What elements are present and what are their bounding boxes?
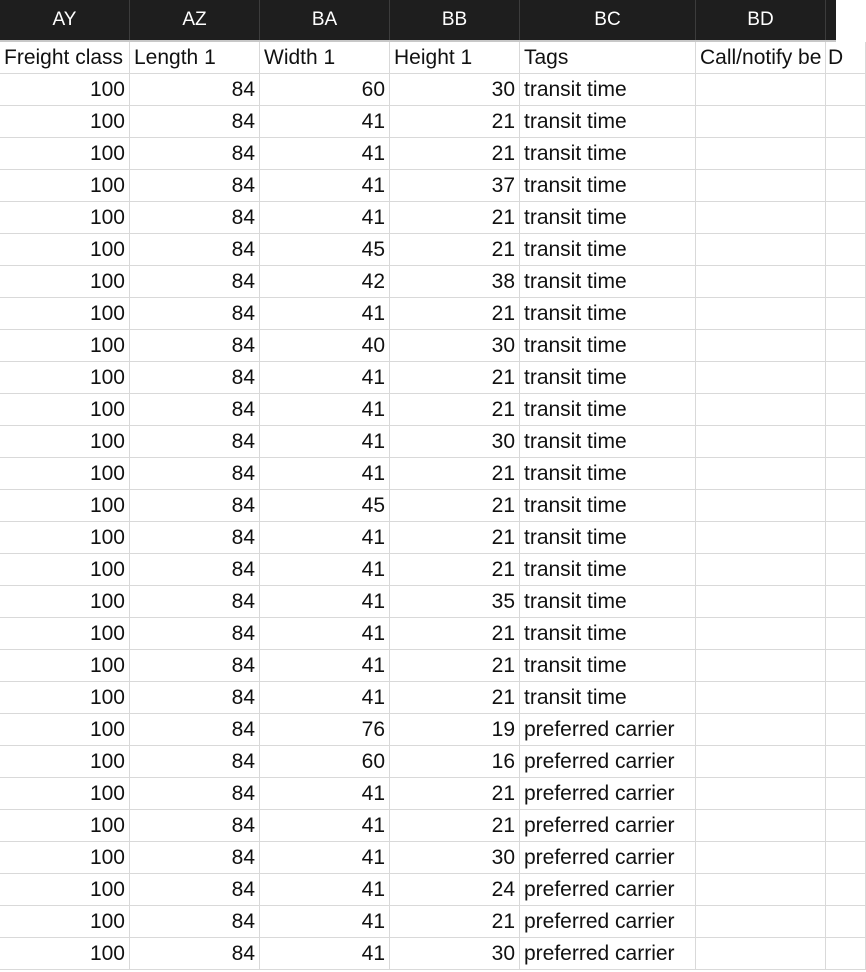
column-header-bar xyxy=(0,0,836,40)
cell-call-notify[interactable] xyxy=(696,362,826,394)
cell-length[interactable]: 84 xyxy=(130,874,260,906)
column-header-be[interactable] xyxy=(826,0,836,40)
cell-next-column[interactable] xyxy=(826,106,866,138)
cell-call-notify[interactable] xyxy=(696,298,826,330)
cell-header-width[interactable]: Width 1 xyxy=(260,42,390,74)
cell-next-column[interactable] xyxy=(826,202,866,234)
cell-length[interactable]: 84 xyxy=(130,106,260,138)
cell-length[interactable]: 84 xyxy=(130,554,260,586)
cell-length[interactable]: 84 xyxy=(130,714,260,746)
cell-width[interactable]: 60 xyxy=(260,746,390,778)
cell-width[interactable]: 42 xyxy=(260,266,390,298)
cell-call-notify[interactable] xyxy=(696,874,826,906)
cell-height[interactable]: 30 xyxy=(390,426,520,458)
cell-height[interactable]: 30 xyxy=(390,938,520,970)
cell-height[interactable]: 21 xyxy=(390,618,520,650)
cell-height[interactable]: 21 xyxy=(390,490,520,522)
cell-height[interactable]: 21 xyxy=(390,106,520,138)
cell-freight-class[interactable]: 100 xyxy=(0,778,130,810)
cell-height[interactable]: 37 xyxy=(390,170,520,202)
cell-height[interactable]: 30 xyxy=(390,74,520,106)
cell-length[interactable]: 84 xyxy=(130,266,260,298)
column-header-bd[interactable]: BD xyxy=(696,0,826,40)
cell-width[interactable]: 41 xyxy=(260,778,390,810)
table-row xyxy=(0,618,836,650)
cell-freight-class[interactable]: 100 xyxy=(0,330,130,362)
cell-tags[interactable]: preferred carrier xyxy=(520,810,696,842)
cell-freight-class[interactable]: 100 xyxy=(0,490,130,522)
table-row xyxy=(0,394,836,426)
cell-freight-class[interactable]: 100 xyxy=(0,938,130,970)
cell-call-notify[interactable] xyxy=(696,202,826,234)
cell-height[interactable]: 21 xyxy=(390,138,520,170)
cell-freight-class[interactable]: 100 xyxy=(0,810,130,842)
table-row xyxy=(0,266,836,298)
cell-freight-class[interactable]: 100 xyxy=(0,842,130,874)
cell-next-column[interactable] xyxy=(826,682,866,714)
cell-tags[interactable]: transit time xyxy=(520,266,696,298)
cell-next-column[interactable] xyxy=(826,362,866,394)
cell-tags[interactable]: preferred carrier xyxy=(520,938,696,970)
cell-freight-class[interactable]: 100 xyxy=(0,618,130,650)
column-header-az[interactable]: AZ xyxy=(130,0,260,40)
cell-tags[interactable]: transit time xyxy=(520,106,696,138)
cell-length[interactable]: 84 xyxy=(130,746,260,778)
cell-call-notify[interactable] xyxy=(696,234,826,266)
cell-height[interactable]: 21 xyxy=(390,202,520,234)
cell-tags[interactable]: transit time xyxy=(520,522,696,554)
cell-length[interactable]: 84 xyxy=(130,522,260,554)
cell-length[interactable]: 84 xyxy=(130,810,260,842)
cell-next-column[interactable] xyxy=(826,234,866,266)
cell-freight-class[interactable]: 100 xyxy=(0,202,130,234)
cell-call-notify[interactable] xyxy=(696,938,826,970)
cell-tags[interactable]: transit time xyxy=(520,682,696,714)
cell-next-column[interactable] xyxy=(826,650,866,682)
cell-tags[interactable]: transit time xyxy=(520,554,696,586)
table-row xyxy=(0,586,836,618)
cell-tags[interactable]: preferred carrier xyxy=(520,746,696,778)
cell-tags[interactable]: preferred carrier xyxy=(520,842,696,874)
cell-freight-class[interactable]: 100 xyxy=(0,650,130,682)
cell-tags[interactable]: transit time xyxy=(520,298,696,330)
cell-height[interactable]: 21 xyxy=(390,362,520,394)
cell-tags[interactable]: transit time xyxy=(520,234,696,266)
cell-call-notify[interactable] xyxy=(696,138,826,170)
cell-call-notify[interactable] xyxy=(696,554,826,586)
cell-freight-class[interactable]: 100 xyxy=(0,394,130,426)
table-row xyxy=(0,810,836,842)
cell-height[interactable]: 21 xyxy=(390,682,520,714)
cell-width[interactable]: 76 xyxy=(260,714,390,746)
table-row xyxy=(0,170,836,202)
cell-length[interactable]: 84 xyxy=(130,650,260,682)
cell-height[interactable]: 21 xyxy=(390,554,520,586)
cell-width[interactable]: 41 xyxy=(260,650,390,682)
table-row xyxy=(0,426,836,458)
cell-tags[interactable]: transit time xyxy=(520,394,696,426)
cell-call-notify[interactable] xyxy=(696,650,826,682)
cell-tags[interactable]: transit time xyxy=(520,426,696,458)
cell-call-notify[interactable] xyxy=(696,586,826,618)
cell-width[interactable]: 41 xyxy=(260,202,390,234)
cell-length[interactable]: 84 xyxy=(130,138,260,170)
cell-height[interactable]: 21 xyxy=(390,650,520,682)
cell-call-notify[interactable] xyxy=(696,458,826,490)
table-row xyxy=(0,842,836,874)
cell-height[interactable]: 21 xyxy=(390,522,520,554)
cell-tags[interactable]: transit time xyxy=(520,458,696,490)
cell-length[interactable]: 84 xyxy=(130,458,260,490)
table-row xyxy=(0,746,836,778)
cell-tags[interactable]: transit time xyxy=(520,74,696,106)
cell-height[interactable]: 21 xyxy=(390,298,520,330)
cell-height[interactable]: 24 xyxy=(390,874,520,906)
cell-length[interactable]: 84 xyxy=(130,298,260,330)
cell-tags[interactable]: preferred carrier xyxy=(520,778,696,810)
cell-freight-class[interactable]: 100 xyxy=(0,362,130,394)
cell-length[interactable]: 84 xyxy=(130,74,260,106)
cell-freight-class[interactable]: 100 xyxy=(0,74,130,106)
cell-next-column[interactable] xyxy=(826,138,866,170)
cell-freight-class[interactable]: 100 xyxy=(0,458,130,490)
cell-height[interactable]: 38 xyxy=(390,266,520,298)
cell-next-column[interactable] xyxy=(826,618,866,650)
cell-tags[interactable]: transit time xyxy=(520,618,696,650)
cell-tags[interactable]: preferred carrier xyxy=(520,906,696,938)
cell-length[interactable]: 84 xyxy=(130,778,260,810)
column-header-ba[interactable]: BA xyxy=(260,0,390,40)
cell-next-column[interactable] xyxy=(826,394,866,426)
cell-next-column[interactable] xyxy=(826,330,866,362)
cell-tags[interactable]: transit time xyxy=(520,650,696,682)
table-row xyxy=(0,138,836,170)
cell-width[interactable]: 41 xyxy=(260,618,390,650)
cell-call-notify[interactable] xyxy=(696,810,826,842)
cell-header-height[interactable]: Height 1 xyxy=(390,42,520,74)
cell-length[interactable]: 84 xyxy=(130,362,260,394)
table-row xyxy=(0,106,836,138)
cell-call-notify[interactable] xyxy=(696,746,826,778)
cell-freight-class[interactable]: 100 xyxy=(0,266,130,298)
cell-grid xyxy=(0,42,844,970)
cell-header-next-column[interactable]: D xyxy=(826,42,866,74)
cell-width[interactable]: 41 xyxy=(260,906,390,938)
cell-next-column[interactable] xyxy=(826,266,866,298)
cell-height[interactable]: 30 xyxy=(390,842,520,874)
cell-next-column[interactable] xyxy=(826,458,866,490)
cell-freight-class[interactable]: 100 xyxy=(0,874,130,906)
cell-width[interactable]: 41 xyxy=(260,394,390,426)
column-header-bc[interactable]: BC xyxy=(520,0,696,40)
cell-call-notify[interactable] xyxy=(696,714,826,746)
cell-tags[interactable]: transit time xyxy=(520,138,696,170)
cell-width[interactable]: 41 xyxy=(260,810,390,842)
cell-height[interactable]: 21 xyxy=(390,778,520,810)
table-row xyxy=(0,874,836,906)
cell-call-notify[interactable] xyxy=(696,618,826,650)
cell-tags[interactable]: transit time xyxy=(520,586,696,618)
table-row xyxy=(0,234,836,266)
cell-length[interactable]: 84 xyxy=(130,234,260,266)
cell-next-column[interactable] xyxy=(826,586,866,618)
cell-height[interactable]: 30 xyxy=(390,330,520,362)
cell-length[interactable]: 84 xyxy=(130,842,260,874)
cell-width[interactable]: 41 xyxy=(260,586,390,618)
cell-length[interactable]: 84 xyxy=(130,490,260,522)
column-header-bb[interactable]: BB xyxy=(390,0,520,40)
table-row xyxy=(0,298,836,330)
cell-tags[interactable]: transit time xyxy=(520,170,696,202)
cell-width[interactable]: 40 xyxy=(260,330,390,362)
cell-next-column[interactable] xyxy=(826,874,866,906)
cell-tags[interactable]: transit time xyxy=(520,490,696,522)
cell-width[interactable]: 45 xyxy=(260,234,390,266)
cell-freight-class[interactable]: 100 xyxy=(0,682,130,714)
cell-height[interactable]: 16 xyxy=(390,746,520,778)
cell-call-notify[interactable] xyxy=(696,490,826,522)
cell-freight-class[interactable]: 100 xyxy=(0,106,130,138)
cell-tags[interactable]: transit time xyxy=(520,202,696,234)
cell-header-freight-class[interactable]: Freight class xyxy=(0,42,130,74)
cell-tags[interactable]: preferred carrier xyxy=(520,714,696,746)
cell-freight-class[interactable]: 100 xyxy=(0,234,130,266)
cell-call-notify[interactable] xyxy=(696,170,826,202)
cell-freight-class[interactable]: 100 xyxy=(0,298,130,330)
cell-length[interactable]: 84 xyxy=(130,938,260,970)
cell-length[interactable]: 84 xyxy=(130,682,260,714)
cell-length[interactable]: 84 xyxy=(130,586,260,618)
cell-height[interactable]: 21 xyxy=(390,458,520,490)
cell-next-column[interactable] xyxy=(826,522,866,554)
cell-freight-class[interactable]: 100 xyxy=(0,170,130,202)
table-row xyxy=(0,522,836,554)
cell-next-column[interactable] xyxy=(826,426,866,458)
cell-width[interactable]: 41 xyxy=(260,170,390,202)
cell-tags[interactable]: transit time xyxy=(520,362,696,394)
cell-height[interactable]: 21 xyxy=(390,234,520,266)
table-row xyxy=(0,682,836,714)
cell-width[interactable]: 41 xyxy=(260,874,390,906)
table-row xyxy=(0,74,836,106)
table-row xyxy=(0,490,836,522)
cell-call-notify[interactable] xyxy=(696,394,826,426)
cell-width[interactable]: 41 xyxy=(260,554,390,586)
cell-width[interactable]: 41 xyxy=(260,842,390,874)
cell-call-notify[interactable] xyxy=(696,778,826,810)
cell-header-tags[interactable]: Tags xyxy=(520,42,696,74)
cell-next-column[interactable] xyxy=(826,746,866,778)
cell-freight-class[interactable]: 100 xyxy=(0,138,130,170)
cell-freight-class[interactable]: 100 xyxy=(0,522,130,554)
cell-width[interactable]: 41 xyxy=(260,106,390,138)
cell-call-notify[interactable] xyxy=(696,682,826,714)
cell-freight-class[interactable]: 100 xyxy=(0,746,130,778)
cell-next-column[interactable] xyxy=(826,298,866,330)
cell-call-notify[interactable] xyxy=(696,522,826,554)
cell-width[interactable]: 41 xyxy=(260,298,390,330)
cell-tags[interactable]: transit time xyxy=(520,330,696,362)
cell-freight-class[interactable]: 100 xyxy=(0,906,130,938)
cell-width[interactable]: 60 xyxy=(260,74,390,106)
cell-call-notify[interactable] xyxy=(696,842,826,874)
cell-length[interactable]: 84 xyxy=(130,906,260,938)
cell-next-column[interactable] xyxy=(826,490,866,522)
cell-freight-class[interactable]: 100 xyxy=(0,554,130,586)
cell-width[interactable]: 41 xyxy=(260,682,390,714)
cell-length[interactable]: 84 xyxy=(130,394,260,426)
cell-length[interactable]: 84 xyxy=(130,202,260,234)
table-row xyxy=(0,938,836,970)
cell-call-notify[interactable] xyxy=(696,330,826,362)
cell-width[interactable]: 41 xyxy=(260,522,390,554)
cell-call-notify[interactable] xyxy=(696,266,826,298)
cell-height[interactable]: 21 xyxy=(390,810,520,842)
cell-width[interactable]: 41 xyxy=(260,362,390,394)
cell-call-notify[interactable] xyxy=(696,106,826,138)
header-row xyxy=(0,42,844,74)
cell-freight-class[interactable]: 100 xyxy=(0,426,130,458)
cell-next-column[interactable] xyxy=(826,842,866,874)
cell-header-call-notify[interactable]: Call/notify be xyxy=(696,42,826,74)
cell-height[interactable]: 35 xyxy=(390,586,520,618)
cell-width[interactable]: 45 xyxy=(260,490,390,522)
cell-call-notify[interactable] xyxy=(696,906,826,938)
cell-next-column[interactable] xyxy=(826,938,866,970)
cell-height[interactable]: 21 xyxy=(390,906,520,938)
cell-next-column[interactable] xyxy=(826,554,866,586)
table-row xyxy=(0,714,836,746)
cell-call-notify[interactable] xyxy=(696,74,826,106)
cell-call-notify[interactable] xyxy=(696,426,826,458)
cell-freight-class[interactable]: 100 xyxy=(0,714,130,746)
cell-length[interactable]: 84 xyxy=(130,618,260,650)
cell-width[interactable]: 41 xyxy=(260,426,390,458)
column-header-ay[interactable]: AY xyxy=(0,0,130,40)
table-row xyxy=(0,330,836,362)
cell-height[interactable]: 19 xyxy=(390,714,520,746)
table-row xyxy=(0,650,836,682)
cell-next-column[interactable] xyxy=(826,810,866,842)
cell-length[interactable]: 84 xyxy=(130,330,260,362)
cell-height[interactable]: 21 xyxy=(390,394,520,426)
cell-next-column[interactable] xyxy=(826,714,866,746)
table-row xyxy=(0,778,836,810)
cell-length[interactable]: 84 xyxy=(130,170,260,202)
cell-tags[interactable]: preferred carrier xyxy=(520,874,696,906)
table-row xyxy=(0,202,836,234)
cell-next-column[interactable] xyxy=(826,74,866,106)
cell-header-length[interactable]: Length 1 xyxy=(130,42,260,74)
cell-next-column[interactable] xyxy=(826,778,866,810)
table-row xyxy=(0,362,836,394)
table-row xyxy=(0,458,836,490)
table-row xyxy=(0,906,836,938)
cell-width[interactable]: 41 xyxy=(260,138,390,170)
cell-length[interactable]: 84 xyxy=(130,426,260,458)
cell-width[interactable]: 41 xyxy=(260,938,390,970)
cell-next-column[interactable] xyxy=(826,170,866,202)
cell-freight-class[interactable]: 100 xyxy=(0,586,130,618)
cell-width[interactable]: 41 xyxy=(260,458,390,490)
cell-next-column[interactable] xyxy=(826,906,866,938)
table-row xyxy=(0,554,836,586)
